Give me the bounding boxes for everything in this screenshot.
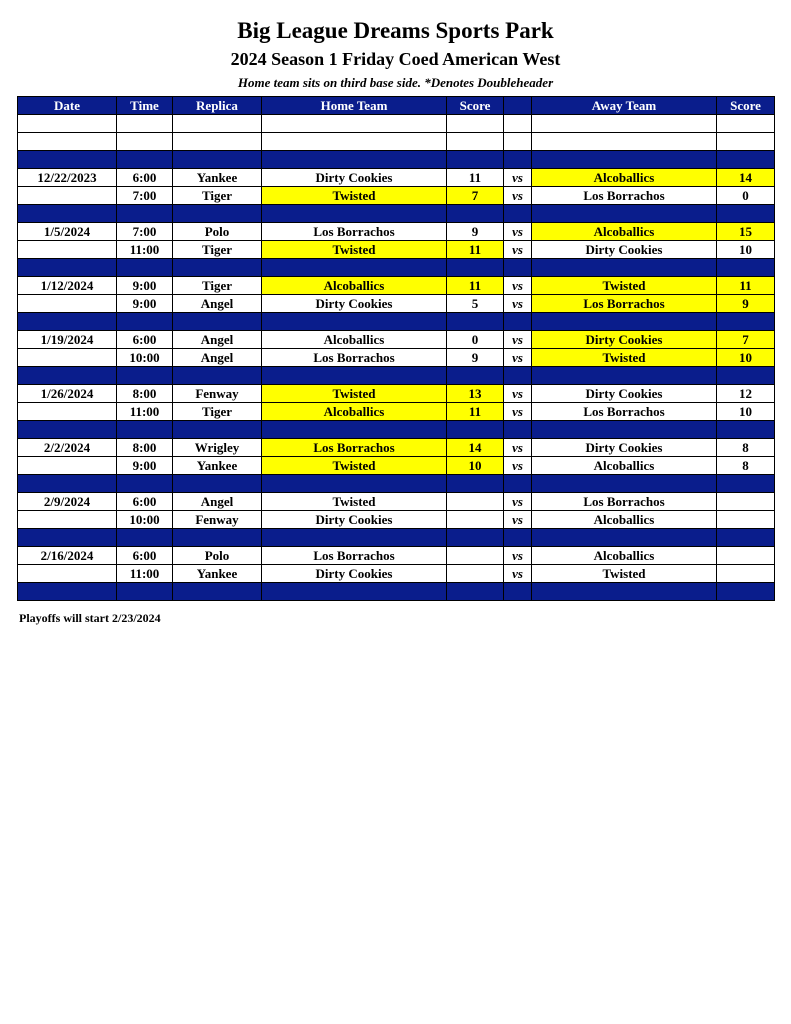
separator-row [18,475,775,493]
col-date: Date [18,97,117,115]
away-team: Alcoballics [532,169,717,187]
separator-cell [717,529,775,547]
vs-label: vs [504,547,532,565]
header-row [18,97,775,115]
separator-cell [717,583,775,601]
empty-cell [504,133,532,151]
away-score [717,493,775,511]
vs-label: vs [504,223,532,241]
separator-cell [532,475,717,493]
away-score [717,547,775,565]
home-score: 11 [447,403,504,421]
game-time: 6:00 [117,331,173,349]
separator-cell [447,313,504,331]
blank-row [18,133,775,151]
empty-cell [532,133,717,151]
separator-cell [504,421,532,439]
col-vs [504,97,532,115]
empty-cell [717,133,775,151]
separator-cell [173,151,262,169]
empty-cell [173,115,262,133]
separator-cell [173,205,262,223]
away-team: Dirty Cookies [532,439,717,457]
separator-cell [117,421,173,439]
game-date [18,457,117,475]
away-team: Alcoballics [532,223,717,241]
vs-label: vs [504,439,532,457]
game-date [18,403,117,421]
game-replica: Tiger [173,187,262,205]
away-score: 10 [717,349,775,367]
away-score: 8 [717,439,775,457]
separator-cell [173,475,262,493]
game-time: 8:00 [117,439,173,457]
home-score: 9 [447,223,504,241]
separator-row [18,205,775,223]
separator-row [18,367,775,385]
separator-cell [532,367,717,385]
home-team: Twisted [262,241,447,259]
separator-cell [504,529,532,547]
separator-cell [504,205,532,223]
away-team: Alcoballics [532,457,717,475]
game-date: 2/9/2024 [18,493,117,511]
playoffs-note: Playoffs will start 2/23/2024 [19,611,161,625]
game-row [18,331,775,349]
game-replica: Angel [173,295,262,313]
game-row [18,457,775,475]
vs-label: vs [504,331,532,349]
game-replica: Tiger [173,241,262,259]
separator-cell [717,313,775,331]
separator-cell [18,313,117,331]
game-date: 2/2/2024 [18,439,117,457]
game-time: 9:00 [117,457,173,475]
separator-cell [532,421,717,439]
game-date [18,511,117,529]
away-team: Alcoballics [532,511,717,529]
separator-cell [262,205,447,223]
separator-cell [117,367,173,385]
home-team: Twisted [262,457,447,475]
separator-row [18,259,775,277]
away-score [717,565,775,583]
game-time: 11:00 [117,403,173,421]
empty-cell [173,133,262,151]
separator-cell [262,259,447,277]
game-row [18,385,775,403]
game-row [18,565,775,583]
game-time: 6:00 [117,547,173,565]
home-team: Alcoballics [262,403,447,421]
separator-cell [504,313,532,331]
col-away-score: Score [717,97,775,115]
game-time: 10:00 [117,349,173,367]
separator-row [18,583,775,601]
game-row [18,439,775,457]
blank-row [18,115,775,133]
game-date [18,349,117,367]
game-replica: Wrigley [173,439,262,457]
separator-cell [447,529,504,547]
col-away-team: Away Team [532,97,717,115]
game-date [18,295,117,313]
game-replica: Polo [173,547,262,565]
away-score [717,511,775,529]
game-date [18,241,117,259]
away-score: 10 [717,403,775,421]
home-score: 5 [447,295,504,313]
game-row [18,241,775,259]
game-date: 1/5/2024 [18,223,117,241]
separator-cell [173,259,262,277]
home-team: Twisted [262,187,447,205]
game-replica: Angel [173,331,262,349]
home-score: 11 [447,277,504,295]
away-score: 15 [717,223,775,241]
home-team: Dirty Cookies [262,511,447,529]
separator-cell [262,313,447,331]
away-team: Twisted [532,277,717,295]
page-title: Big League Dreams Sports Park [237,18,554,43]
separator-cell [717,259,775,277]
separator-cell [504,259,532,277]
separator-cell [532,205,717,223]
game-time: 9:00 [117,295,173,313]
game-row [18,169,775,187]
separator-cell [717,151,775,169]
separator-cell [447,259,504,277]
away-team: Dirty Cookies [532,331,717,349]
vs-label: vs [504,493,532,511]
separator-cell [447,151,504,169]
separator-cell [117,151,173,169]
game-row [18,187,775,205]
game-time: 7:00 [117,223,173,241]
game-replica: Fenway [173,511,262,529]
empty-cell [18,115,117,133]
game-row [18,547,775,565]
separator-cell [173,583,262,601]
separator-cell [117,475,173,493]
game-row [18,349,775,367]
separator-cell [18,475,117,493]
game-replica: Polo [173,223,262,241]
home-team: Twisted [262,493,447,511]
vs-label: vs [504,295,532,313]
away-team: Alcoballics [532,547,717,565]
separator-cell [447,475,504,493]
home-score: 11 [447,169,504,187]
separator-cell [117,529,173,547]
game-replica: Angel [173,349,262,367]
col-home-score: Score [447,97,504,115]
col-home-team: Home Team [262,97,447,115]
separator-cell [18,583,117,601]
away-score: 0 [717,187,775,205]
game-time: 11:00 [117,565,173,583]
home-team: Twisted [262,385,447,403]
game-row [18,493,775,511]
schedule-table [17,96,775,601]
game-time: 7:00 [117,187,173,205]
game-replica: Fenway [173,385,262,403]
separator-cell [717,205,775,223]
home-team: Los Borrachos [262,223,447,241]
empty-cell [504,115,532,133]
empty-cell [117,115,173,133]
game-replica: Yankee [173,457,262,475]
separator-cell [262,151,447,169]
separator-cell [18,529,117,547]
away-team: Twisted [532,349,717,367]
empty-cell [447,133,504,151]
home-team: Dirty Cookies [262,565,447,583]
home-team: Alcoballics [262,331,447,349]
separator-cell [447,421,504,439]
away-team: Los Borrachos [532,295,717,313]
vs-label: vs [504,403,532,421]
away-score: 14 [717,169,775,187]
home-score: 0 [447,331,504,349]
separator-cell [173,529,262,547]
separator-cell [173,367,262,385]
home-team: Dirty Cookies [262,169,447,187]
game-row [18,295,775,313]
away-team: Dirty Cookies [532,385,717,403]
game-time: 8:00 [117,385,173,403]
home-score: 7 [447,187,504,205]
separator-cell [717,421,775,439]
separator-cell [262,529,447,547]
separator-cell [262,367,447,385]
game-date: 1/26/2024 [18,385,117,403]
home-team: Alcoballics [262,277,447,295]
home-score: 11 [447,241,504,259]
home-team: Los Borrachos [262,439,447,457]
separator-cell [717,367,775,385]
separator-cell [117,205,173,223]
separator-cell [447,205,504,223]
game-time: 9:00 [117,277,173,295]
away-team: Los Borrachos [532,493,717,511]
game-time: 6:00 [117,169,173,187]
separator-cell [262,475,447,493]
vs-label: vs [504,187,532,205]
vs-label: vs [504,349,532,367]
separator-cell [173,421,262,439]
game-date: 1/12/2024 [18,277,117,295]
separator-cell [504,151,532,169]
empty-cell [447,115,504,133]
schedule-note: Home team sits on third base side. *Denotes Doubleheader [237,75,554,90]
separator-cell [504,583,532,601]
home-team: Dirty Cookies [262,295,447,313]
separator-cell [18,151,117,169]
vs-label: vs [504,169,532,187]
vs-label: vs [504,511,532,529]
game-date: 1/19/2024 [18,331,117,349]
separator-row [18,529,775,547]
away-score: 12 [717,385,775,403]
game-row [18,277,775,295]
away-team: Los Borrachos [532,187,717,205]
game-date [18,187,117,205]
home-score: 13 [447,385,504,403]
separator-row [18,313,775,331]
game-row [18,511,775,529]
separator-row [18,421,775,439]
separator-cell [18,205,117,223]
separator-cell [717,475,775,493]
home-team: Los Borrachos [262,547,447,565]
home-score: 10 [447,457,504,475]
separator-cell [504,475,532,493]
game-date [18,565,117,583]
away-team: Los Borrachos [532,403,717,421]
away-score: 8 [717,457,775,475]
empty-cell [717,115,775,133]
separator-cell [173,313,262,331]
home-score [447,493,504,511]
separator-cell [532,529,717,547]
schedule-body [18,115,775,601]
vs-label: vs [504,385,532,403]
separator-cell [18,259,117,277]
page-subtitle: 2024 Season 1 Friday Coed American West [230,49,561,69]
separator-cell [262,583,447,601]
separator-cell [447,367,504,385]
game-time: 11:00 [117,241,173,259]
vs-label: vs [504,457,532,475]
game-row [18,403,775,421]
col-time: Time [117,97,173,115]
vs-label: vs [504,565,532,583]
empty-cell [262,133,447,151]
home-score: 9 [447,349,504,367]
away-score: 10 [717,241,775,259]
game-date: 2/16/2024 [18,547,117,565]
separator-row [18,151,775,169]
game-replica: Tiger [173,277,262,295]
empty-cell [117,133,173,151]
away-score: 9 [717,295,775,313]
col-replica: Replica [173,97,262,115]
game-replica: Yankee [173,169,262,187]
vs-label: vs [504,241,532,259]
game-date: 12/22/2023 [18,169,117,187]
separator-cell [117,583,173,601]
separator-cell [532,259,717,277]
home-score: 14 [447,439,504,457]
game-time: 10:00 [117,511,173,529]
away-score: 11 [717,277,775,295]
separator-cell [532,151,717,169]
home-team: Los Borrachos [262,349,447,367]
separator-cell [262,421,447,439]
home-score [447,565,504,583]
away-team: Dirty Cookies [532,241,717,259]
separator-cell [532,583,717,601]
game-replica: Yankee [173,565,262,583]
separator-cell [532,313,717,331]
separator-cell [18,421,117,439]
separator-cell [117,259,173,277]
vs-label: vs [504,277,532,295]
empty-cell [532,115,717,133]
game-replica: Angel [173,493,262,511]
game-time: 6:00 [117,493,173,511]
away-team: Twisted [532,565,717,583]
separator-cell [447,583,504,601]
home-score [447,547,504,565]
home-score [447,511,504,529]
empty-cell [262,115,447,133]
separator-cell [504,367,532,385]
game-replica: Tiger [173,403,262,421]
empty-cell [18,133,117,151]
away-score: 7 [717,331,775,349]
separator-cell [117,313,173,331]
separator-cell [18,367,117,385]
game-row [18,223,775,241]
